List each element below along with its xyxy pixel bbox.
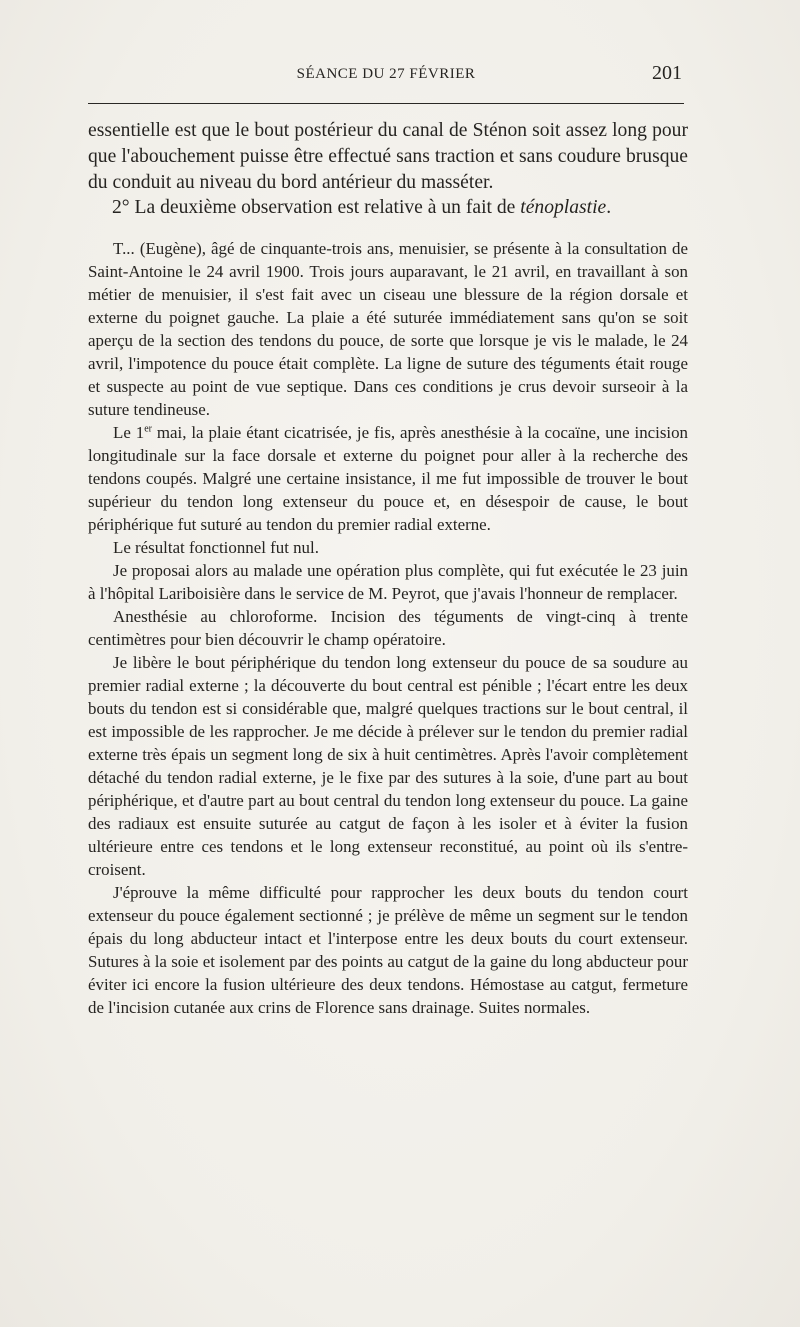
page-number: 201: [652, 62, 682, 84]
page-header: [88, 60, 684, 92]
lead-text: [88, 118, 688, 221]
observation-paragraph-5: Anesthésie au chloroforme. Incision des téguments de vingt-cinq à trente centimètres pour bien découvrir le champ opératoire.: [88, 607, 688, 650]
lead-paragraph-2-end: .: [606, 197, 612, 219]
observation-paragraph-4: Je proposai alors au malade une opération plus complète, qui fut exécutée le 23 juin à l'hôpital Lariboisière dans le service de M. Peyrot, que j'avais l'honneur de remplacer.: [88, 561, 688, 604]
observation-paragraph-6: Je libère le bout périphérique du tendon long extenseur du pouce de sa soudure au premier radial externe ; la découverte du bout central est pénible ; l'écart entre les deux bouts du tendon est si considérable que, malgré quelques tractions sur le bout central, il est impossible de les rapprocher. Je me décide à prélever sur le tendon du premier radial externe très épais un segment long de six à huit centimètres. Après l'avoir complètement détaché du tendon radial externe, je le fixe par des sutures à la soie, d'une part au bout périphérique, et d'autre part au bout central du tendon long extenseur du pouce. La gaine des radiaux est ensuite suturée au catgut de façon à les isoler et à éviter la fusion ultérieure entre ces tendons et le long extenseur reconstitué, au point où ils s'entre-croisent.: [88, 653, 688, 880]
observation-paragraph-1: T... (Eugène), âgé de cinquante-trois ans, menuisier, se présente à la consultation de Saint-Antoine le 24 avril 1900. Trois jours auparavant, le 21 avril, en travaillant à son métier de menuisier, il s'est fait avec un ciseau une blessure de la région dorsale et externe du poignet gauche. La plaie a été suturée immédiatement sans qu'on se soit aperçu de la section des tendons du pouce, de sorte que lorsque je vis le malade, le 24 avril, l'impotence du pouce était complète. La ligne de suture des téguments était rouge et suspecte au point de vue septique. Dans ces conditions je crus devoir surseoir à la suture tendineuse.: [88, 239, 688, 420]
lead-paragraph-2-text: 2° La deuxième observation est relative à un fait de: [112, 197, 521, 219]
observation-paragraph-7: J'éprouve la même difficulté pour rapprocher les deux bouts du tendon court extenseur du pouce également sectionné ; je prélève de même un segment sur le tendon épais du long abducteur intact et l'interpose entre les deux bouts du court extenseur. Sutures à la soie et isolement par des points au catgut de la gaine du long abducteur pour éviter ici encore la fusion ultérieure des deux tendons. Hémostase au catgut, fermeture de l'incision cutanée aux crins de Florence sans drainage. Suites normales.: [88, 883, 688, 1018]
ordinal-superscript: er: [144, 423, 152, 435]
observation-text: [88, 237, 688, 1019]
observation-paragraph-2-text: mai, la plaie étant cicatrisée, je fis, après anesthésie à la cocaïne, une incision longitudinale sur la face dorsale et externe du poignet pour aller à la recherche des tendons coupés. Malgré une certaine insistance, il me fut impossible de trouver le bout supérieur du tendon long extenseur du pouce et, en désespoir de cause, le bout périphérique fut suturé au tendon du premier radial externe.: [88, 423, 688, 535]
observation-paragraph-3: Le résultat fonctionnel fut nul.: [113, 538, 319, 558]
running-title: SÉANCE DU 27 FÉVRIER: [296, 66, 476, 82]
observation-paragraph-2: [88, 421, 688, 536]
page-body: [88, 118, 688, 1019]
observation-paragraph-2-start: Le 1: [113, 423, 145, 443]
header-rule: [88, 103, 684, 104]
lead-paragraph-1: essentielle est que le bout postérieur du canal de Sténon soit assez long pour que l'abouchement puisse être effectué sans traction et sans coudure brusque du conduit au niveau du bord antérieur du masséter.: [88, 120, 688, 193]
lead-paragraph-2: [88, 195, 688, 221]
lead-paragraph-2-italic: ténoplastie: [520, 197, 607, 219]
